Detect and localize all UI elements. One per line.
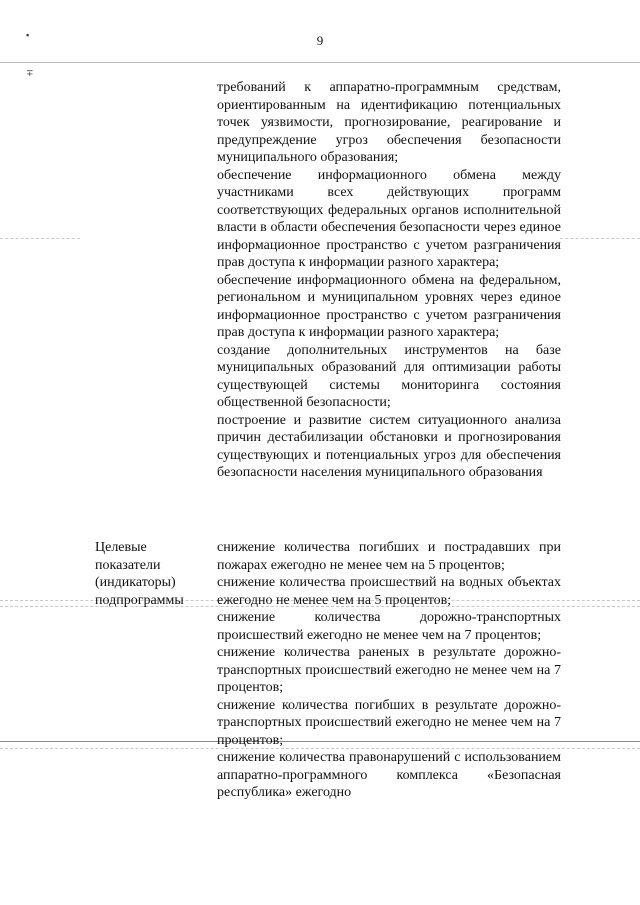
objectives-text xyxy=(217,79,561,482)
target-item: снижение количества правонарушений с использованием аппаратно-программного комплекса «Безопасная республика» ежегодно xyxy=(217,750,561,800)
scan-rule xyxy=(560,238,640,239)
objective-item: создание дополнительных инструментов на базе муниципальных образований для оптимизации работы существующей системы мониторинга состояния общественной безопасности; xyxy=(217,342,561,410)
objective-item: обеспечение информационного обмена на федеральном, региональном и муниципальном уровнях через единое информационное пространство с учетом разграничения прав доступа к информации разного характера; xyxy=(217,272,561,340)
target-item: снижение количества дорожно-транспортных происшествий ежегодно не менее чем на 7 процентов; xyxy=(217,610,561,643)
target-item: снижение количества погибших в результате дорожно-транспортных происшествий ежегодно не менее чем на 7 процентов; xyxy=(217,697,561,748)
target-item: снижение количества происшествий на водных объектах ежегодно не менее чем на 5 процентов; xyxy=(217,575,561,608)
target-item: снижение количества погибших и пострадавших при пожарах ежегодно не менее чем на 5 процентов; xyxy=(217,540,561,573)
objective-item: требований к аппаратно-программным средствам, ориентированным на идентификацию потенциальных точек уязвимости, прогнозирование, реагирование и предупреждение угроз обеспечения безопасности муниципального образования; xyxy=(217,80,561,165)
page-number: 9 xyxy=(316,33,324,48)
label-line: показатели xyxy=(95,557,161,573)
targets-text xyxy=(217,539,561,802)
label-line: (индикаторы) xyxy=(95,575,176,590)
scan-mark: ▪ xyxy=(26,30,30,40)
targets-label xyxy=(95,539,210,609)
objective-item: обеспечение информационного обмена между участниками всех действующих программ соответствующих федеральных органов исполнительной власти в области обеспечения безопасности через единое информационное пространство с учетом разграничения прав доступа к информации разного характера; xyxy=(217,167,561,270)
objective-item: построение и развитие систем ситуационного анализа причин дестабилизации обстановки и прогнозирования существующих и потенциальных угроз для обеспечения безопасности населения муниципального образования xyxy=(217,412,561,480)
label-line: подпрограммы xyxy=(95,592,184,608)
scan-mark: ∓ xyxy=(26,68,34,78)
label-line: Целевые xyxy=(95,540,147,555)
header-rule xyxy=(0,62,640,63)
target-item: снижение количества раненых в результате дорожно-транспортных происшествий ежегодно не менее чем на 7 процентов; xyxy=(217,645,561,695)
scan-rule xyxy=(0,238,80,239)
